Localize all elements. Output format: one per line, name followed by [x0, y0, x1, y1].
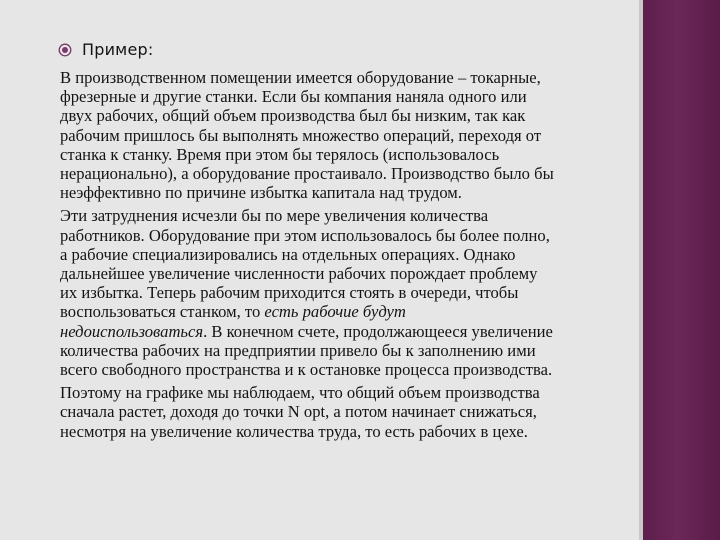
text-line: В производственном помещении имеется оборудование – токарные, — [60, 68, 541, 87]
example-heading — [58, 40, 153, 59]
text-line: неэффективно по причине избытка капитала над трудом. — [60, 183, 462, 203]
text-line: дальнейшее увеличение численности рабочих порождает проблему — [60, 264, 538, 284]
text-line: их избытка. Теперь рабочим приходится стоять в очереди, чтобы — [60, 283, 519, 303]
paragraph-2 — [60, 206, 660, 379]
circled-bullet-icon — [58, 43, 72, 57]
text-line: станка к станку. Время при этом бы терялось (использовалось — [60, 144, 500, 164]
text-line: количества рабочих на предприятии привело бы к заполнению ими — [60, 340, 536, 360]
text-segment: . В конечном счете, продолжающееся увеличение — [203, 321, 553, 341]
text-segment: воспользоваться станком, то — [60, 302, 265, 322]
text-line: двух рабочих, общий объем производства был бы низким, так как — [60, 106, 526, 126]
text-line: а рабочие специализировались на отдельных операциях. Однако — [60, 244, 516, 264]
text-line: несмотря на увеличение количества труда, то есть рабочих в цехе. — [60, 421, 528, 441]
text-line: всего свободного пространства и к остановке процесса производства. — [60, 360, 553, 380]
text-line-mixed — [60, 322, 660, 341]
text-line: рабочим пришлось бы выполнять множество операций, переходя от — [60, 125, 542, 145]
decorative-sidebar — [643, 0, 720, 540]
text-line: Поэтому на графике мы наблюдаем, что общий объем производства — [60, 383, 540, 403]
emphasis-text: есть рабочие будут — [264, 302, 406, 322]
paragraph-3 — [60, 383, 660, 441]
text-line: фрезерные и другие станки. Если бы компания наняла одного или — [60, 87, 527, 107]
heading-text: Пример: — [82, 40, 154, 59]
body-text — [60, 68, 660, 445]
paragraph-1 — [60, 68, 660, 202]
text-line: сначала растет, доходя до точки N opt, а потом начинает снижаться, — [60, 402, 537, 422]
emphasis-text: недоиспользоваться — [60, 321, 204, 341]
text-line: нерационально), а оборудование простаивало. Производство было бы — [60, 164, 554, 184]
text-line-mixed — [60, 302, 660, 321]
text-line: Эти затруднения исчезли бы по мере увеличения количества — [60, 206, 489, 226]
text-line: работников. Оборудование при этом использовалось бы более полно, — [60, 225, 550, 245]
